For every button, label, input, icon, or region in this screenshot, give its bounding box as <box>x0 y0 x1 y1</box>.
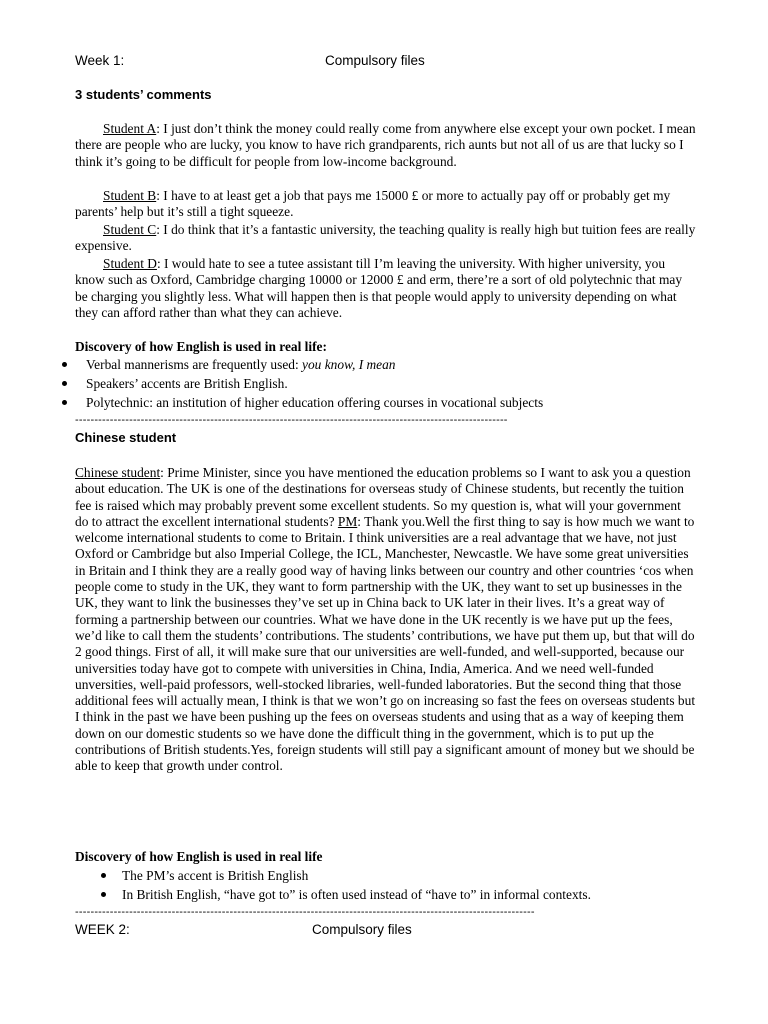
divider-2: ----------------------------------------------------------------------------------------------------------------------- <box>75 907 535 917</box>
student-c-text: : I do think that it’s a fantastic university, the teaching quality is really high but tuition fees are really expensive. <box>75 222 696 254</box>
student-d-text: : I would hate to see a tutee assistant till I’m leaving the university. With higher university, you know such as Oxford, Cambridge charging 10000 or 12000 £ and erm, there’re a sort of old polytechnic that may be charging you slightly less. What will happen then is that people would apply to university depending on what they can afford rather than what they can achieve. <box>75 256 683 320</box>
bullet-text: Verbal mannerisms are frequently used: <box>86 357 303 372</box>
bullet-italic-text: you know, I mean <box>302 357 396 372</box>
week1-title: Compulsory files <box>325 53 425 68</box>
bullet-text: In British English, “have got to” is often used instead of “have to” in informal contexts. <box>122 887 591 902</box>
student-d-speaker: Student D <box>103 256 157 271</box>
week2-label: WEEK 2: <box>75 922 130 937</box>
pm-text: : Thank you.Well the first thing to say is how much we want to welcome international students to come to Britain. I think universities are a real advantage that we have, not just Oxford or Cambridge but also Imperial College, the ICL, Manchester, Newcastle. We have some great universities in Britain and I think they are a really good way of having links between our country and other countries ‘cos when people come to study in the UK, they want to form partnership with the UK, they want to set up businesses in the UK, they want to link the businesses they’ve set up in China back to UK later in their lives. It’s a great way of forming a partnership between our countries. What we have done in the UK recently is we have put up the fees, we’d like to call them the students’ contributions. The students’ contributions, we have put them up, but that will do 2 good things. First of all, it will make sure that our universities are well-funded, and well-supported, because our universities today have got to compete with universities in China, India, America. And we need well-funded unversities, well-paid professors, well-stocked libraries, well-funded laboratories. But the second thing that those additional fees will actually mean, I think is that we won’t go on increasing so fast the fees on overseas students but I think in the past we have been pushing up the fees on overseas students and using that as a way of keeping them down on our domestic students so we have done the difficult thing in the government, which is to put up the contributions of British students.Yes, foreign students will still pay a significant amount of money but we should be able to keep that growth under control. <box>75 513 696 774</box>
student-c-speaker: Student C <box>103 222 157 237</box>
bullet-icon <box>101 892 106 897</box>
student-b-text: : I have to at least get a job that pays me 15000 £ or more to actually pay off or probably get my parents’ help but it’s still a tight squeeze. <box>75 188 671 220</box>
list-item <box>86 393 543 412</box>
discovery1-heading: Discovery of how English is used in real life: <box>75 339 327 354</box>
student-b-speaker: Student B <box>103 188 157 203</box>
bullet-text: Polytechnic: an institution of higher education offering courses in vocational subjects <box>86 395 544 410</box>
bullet-text: Speakers’ accents are British English. <box>86 376 288 391</box>
chinese-student-speaker: Chinese student <box>75 465 161 480</box>
section1-heading: 3 students’ comments <box>75 87 212 102</box>
student-c-paragraph <box>75 222 697 255</box>
student-a-paragraph <box>75 121 697 170</box>
week1-label: Week 1: <box>75 53 125 68</box>
bullet-icon <box>101 873 106 878</box>
student-b-paragraph <box>75 188 697 221</box>
divider-1: ---------------------------------------------------------------------------------------------------------------- <box>75 415 508 425</box>
dialogue-paragraph <box>75 465 697 775</box>
bullet-icon <box>62 362 67 367</box>
discovery2-list <box>122 866 591 904</box>
discovery2-heading: Discovery of how English is used in real life <box>75 849 323 864</box>
discovery1-list <box>86 355 543 412</box>
bullet-icon <box>62 381 67 386</box>
bullet-icon <box>62 400 67 405</box>
list-item <box>122 885 591 904</box>
list-item <box>86 355 543 374</box>
list-item <box>122 866 591 885</box>
week2-title: Compulsory files <box>312 922 412 937</box>
chinese-student-text: : Prime Minister, since you have mentioned the education problems so I want to ask you a question about education. The UK is one of the destinations for overseas study of Chinese students, but recently the tuition fee is raised which may probably prevent some excellent students. So my question is, what will your government do to attract the excellent international students? <box>75 465 691 529</box>
list-item <box>86 374 543 393</box>
pm-speaker: PM <box>337 513 358 529</box>
student-d-paragraph <box>75 256 697 321</box>
bullet-text: The PM’s accent is British English <box>122 868 309 883</box>
student-a-speaker: Student A <box>103 121 157 136</box>
student-a-text: : I just don’t think the money could really come from anywhere else except your own pocket. I mean there are people who are lucky, you know to have rich grandparents, rich aunts but not all of us are that lucky so I think it’s going to be difficult for people from low-income background. <box>75 121 696 169</box>
section2-heading: Chinese student <box>75 430 177 445</box>
